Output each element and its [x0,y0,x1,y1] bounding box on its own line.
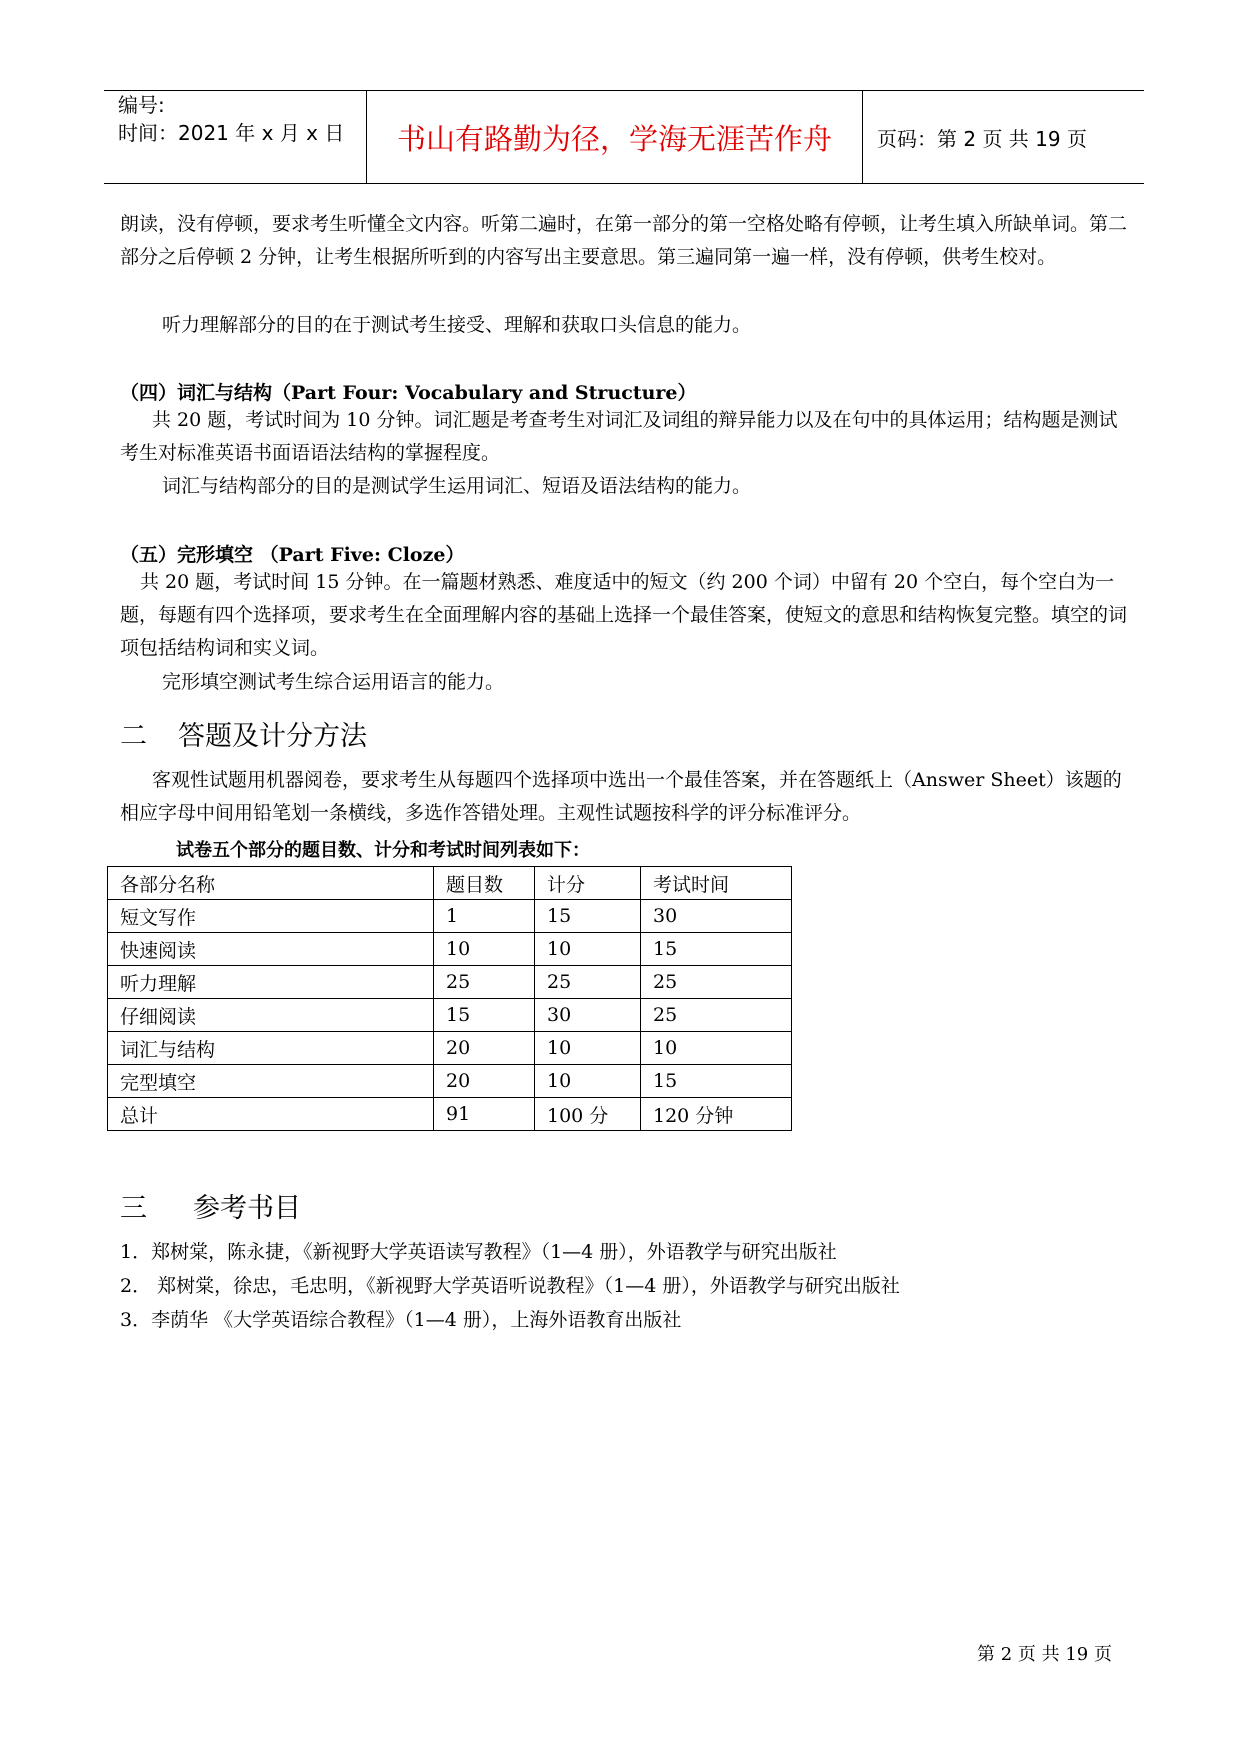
table-cell: 15 [434,999,535,1032]
part5-paragraph-1: 共 20 题，考试时间 15 分钟。在一篇题材熟悉、难度适中的短文（约 200 个词）中留有 20 个空白，每个空白为一题，每题有四个选择项，要求考生在全面理解内容的基础上选择一个最佳答案，使短文的意思和结构恢复完整。填空的词项包括结构词和实义词。 [120,571,1128,659]
section3-title: 参考书目 [193,1193,301,1224]
table-cell: 仔细阅读 [108,999,434,1032]
table-cell: 15 [641,1065,792,1098]
time-label: 时间：2021 年 x 月 x 日 [118,121,345,145]
table-row [108,1098,792,1131]
table-row [108,900,792,933]
reference-item: 3．李荫华 《大学英语综合教程》（1—4 册），上海外语教育出版社 [120,1309,682,1331]
reference-list [120,1235,900,1337]
table-cell: 15 [535,900,641,933]
table-cell: 25 [535,966,641,999]
table-cell: 100 分 [535,1098,641,1131]
table-cell: 25 [641,999,792,1032]
header-meta [104,91,367,183]
part5-title: （五）完形填空 （Part Five: Cloze） [120,544,465,566]
table-header-cell: 考试时间 [641,867,792,900]
table-cell: 快速阅读 [108,933,434,966]
part4-paragraph-1: 共 20 题，考试时间为 10 分钟。词汇题是考查考生对词汇及词组的辩异能力以及在句中的具体运用；结构题是测试考生对标准英语书面语语法结构的掌握程度。 [120,409,1118,464]
table-cell: 25 [641,966,792,999]
table-row [108,1032,792,1065]
table-header-row [108,867,792,900]
table-cell: 20 [434,1065,535,1098]
section2-number: 二 [120,721,147,752]
section2-paragraph: 客观性试题用机器阅卷，要求考生从每题四个选择项中选出一个最佳答案，并在答题纸上（Answer Sheet）该题的相应字母中间用铅笔划一条横线，多选作答错处理。主观性试题按科学的评分标准评分。 [120,769,1122,824]
reference-item: 1．郑树棠，陈永捷，《新视野大学英语读写教程》（1—4 册），外语教学与研究出版社 [120,1241,837,1263]
table-row [108,966,792,999]
table-cell: 10 [641,1032,792,1065]
intro-paragraph-1: 朗读，没有停顿，要求考生听懂全文内容。听第二遍时，在第一部分的第一空格处略有停顿，让考生填入所缺单词。第二部分之后停顿 2 分钟，让考生根据所听到的内容写出主要意思。第三遍同第一遍一样，没有停顿，供考生校对。 [120,213,1128,268]
intro-paragraph-2: 听力理解部分的目的在于测试考生接受、理解和获取口头信息的能力。 [162,314,752,336]
table-cell: 20 [434,1032,535,1065]
page-footer: 第 2 页 共 19 页 [977,1644,1112,1665]
table-header-cell: 各部分名称 [108,867,434,900]
section2-title: 答题及计分方法 [178,721,367,752]
table-header-cell: 计分 [535,867,641,900]
part4-title: （四）词汇与结构（Part Four: Vocabulary and Structure） [120,382,697,404]
table-cell: 1 [434,900,535,933]
header-page-code: 页码：第 2 页 共 19 页 [877,126,1087,151]
table-cell: 25 [434,966,535,999]
section2-heading [120,714,367,753]
part4-paragraph-2: 词汇与结构部分的目的是测试学生运用词汇、短语及语法结构的能力。 [162,475,752,497]
table-header-cell: 题目数 [434,867,535,900]
page-header [104,90,1144,184]
table-cell: 10 [535,1032,641,1065]
table-cell: 10 [535,1065,641,1098]
table-row [108,999,792,1032]
part5-paragraph-2: 完形填空测试考生综合运用语言的能力。 [162,671,505,693]
code-label: 编号: [118,93,165,117]
table-cell: 短文写作 [108,900,434,933]
table-cell: 完型填空 [108,1065,434,1098]
table-cell: 91 [434,1098,535,1131]
table-caption: 试卷五个部分的题目数、计分和考试时间列表如下： [176,840,590,861]
table-cell: 10 [434,933,535,966]
table-row [108,933,792,966]
table-cell: 30 [535,999,641,1032]
exam-parts-table [107,866,792,1131]
table-cell: 120 分钟 [641,1098,792,1131]
table-cell: 30 [641,900,792,933]
table-cell: 总计 [108,1098,434,1131]
reference-item: 2． 郑树棠，徐忠，毛忠明，《新视野大学英语听说教程》（1—4 册），外语教学与研究出版社 [120,1275,900,1297]
table-cell: 10 [535,933,641,966]
table-cell: 词汇与结构 [108,1032,434,1065]
table-cell: 15 [641,933,792,966]
table-cell: 听力理解 [108,966,434,999]
table-row [108,1065,792,1098]
header-motto: 书山有路勤为径，学海无涯苦作舟 [367,91,863,183]
section3-number: 三 [120,1193,147,1224]
section3-heading [120,1186,301,1225]
